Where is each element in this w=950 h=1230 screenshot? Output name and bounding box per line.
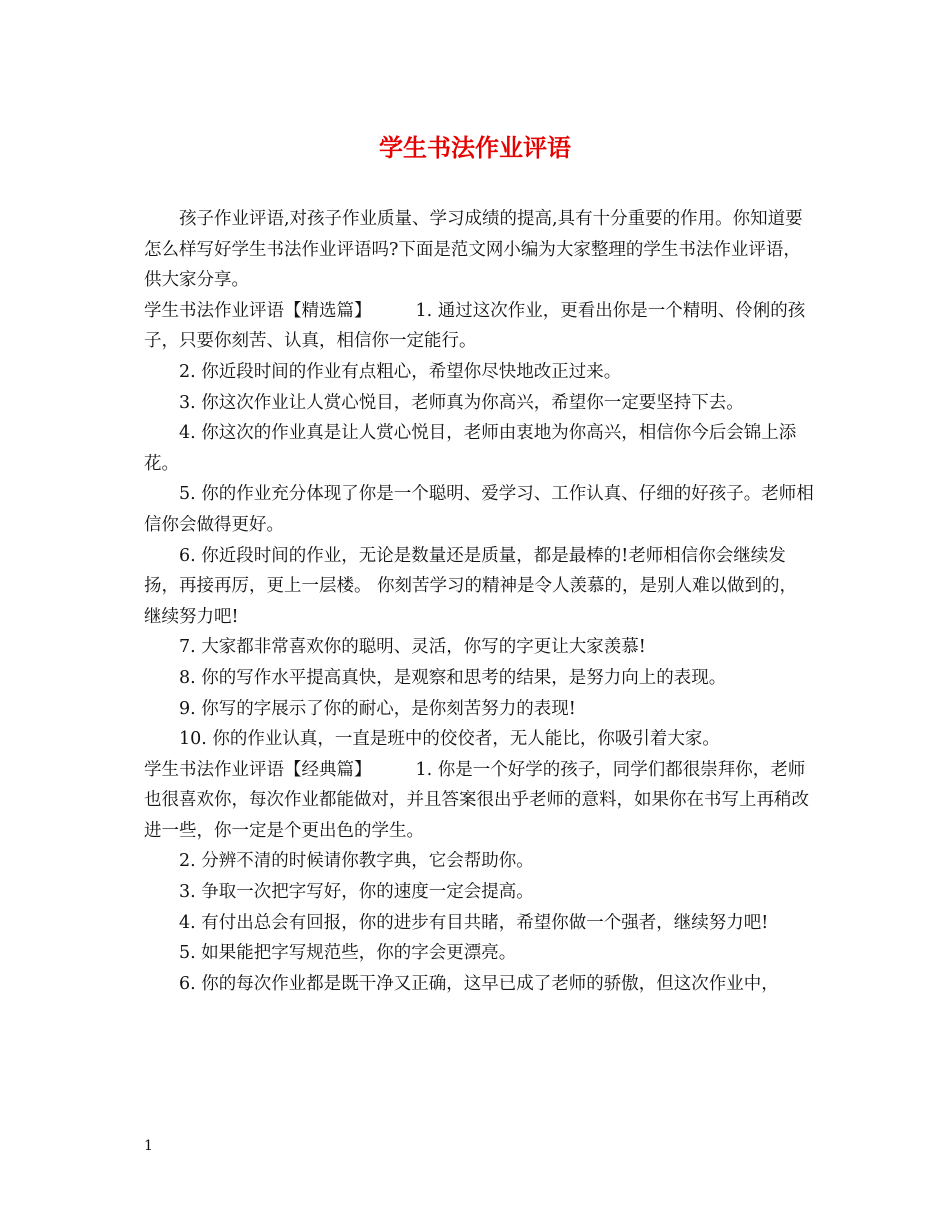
- section2-item-4: 4. 有付出总会有回报，你的进步有目共睹，希望你做一个强者，继续努力吧!: [179, 912, 769, 933]
- section2-item-5: 5. 如果能把字写规范些，你的字会更漂亮。: [179, 943, 517, 964]
- section1-item-2: 2. 你近段时间的作业有点粗心，希望你尽快地改正过来。: [179, 361, 622, 382]
- section2-item-1: 1. 你是一个好学的孩子，同学们都很崇拜你，老师也很喜欢你，每次作业都能做对，并且答案很出乎老师的意料，如果你在书写上再稍改进一些，你一定是个更出色的学生。: [144, 759, 809, 841]
- page-number: 1: [144, 1138, 153, 1154]
- section1-paragraph: [144, 296, 814, 357]
- document-body: [144, 204, 814, 999]
- section1-item-10: 10. 你的作业认真，一直是班中的佼佼者，无人能比，你吸引着大家。: [179, 729, 720, 750]
- section1-item-5: 5. 你的作业充分体现了你是一个聪明、爱学习、工作认真、仔细的好孩子。老师相信你会做得更好。: [144, 484, 814, 535]
- section1-item-1: 1. 通过这次作业，更看出你是一个精明、伶俐的孩子，只要你刻苦、认真，相信你一定能行。: [144, 300, 806, 352]
- document-title: 学生书法作业评语: [379, 133, 571, 162]
- section2-heading: 学生书法作业评语【经典篇】: [144, 759, 372, 780]
- section2-item-6: 6. 你的每次作业都是既干净又正确，这早已成了老师的骄傲，但这次作业中，: [179, 973, 779, 994]
- section2-paragraph: [144, 755, 814, 847]
- section2-item-2: 2. 分辨不清的时候请你教字典，它会帮助你。: [179, 851, 534, 872]
- section1-item-4: 4. 你这次的作业真是让人赏心悦目，老师由衷地为你高兴，相信你今后会锦上添花。: [144, 423, 797, 474]
- section1-item-3: 3. 你这次作业让人赏心悦目，老师真为你高兴，希望你一定要坚持下去。: [179, 392, 744, 413]
- section1-item-9: 9. 你写的字展示了你的耐心，是你刻苦努力的表现!: [179, 698, 576, 719]
- section1-item-7: 7. 大家都非常喜欢你的聪明、灵活，你写的字更让大家羡慕!: [179, 637, 646, 658]
- section1-item-6: 6. 你近段时间的作业，无论是数量还是质量，都是最棒的!老师相信你会继续发扬，再接再厉，更上一层楼。 你刻苦学习的精神是令人羡慕的，是别人难以做到的，继续努力吧!: [144, 545, 798, 627]
- section1-item-8: 8. 你的写作水平提高真快，是观察和思考的结果，是努力向上的表现。: [179, 667, 727, 688]
- section1-heading: 学生书法作业评语【精选篇】: [144, 300, 372, 321]
- intro-paragraph: 孩子作业评语,对孩子作业质量、学习成绩的提高,具有十分重要的作用。你知道要怎么样写好学生书法作业评语吗?下面是范文网小编为大家整理的学生书法作业评语，供大家分享。: [144, 209, 803, 291]
- section2-item-3: 3. 争取一次把字写好，你的速度一定会提高。: [179, 882, 534, 903]
